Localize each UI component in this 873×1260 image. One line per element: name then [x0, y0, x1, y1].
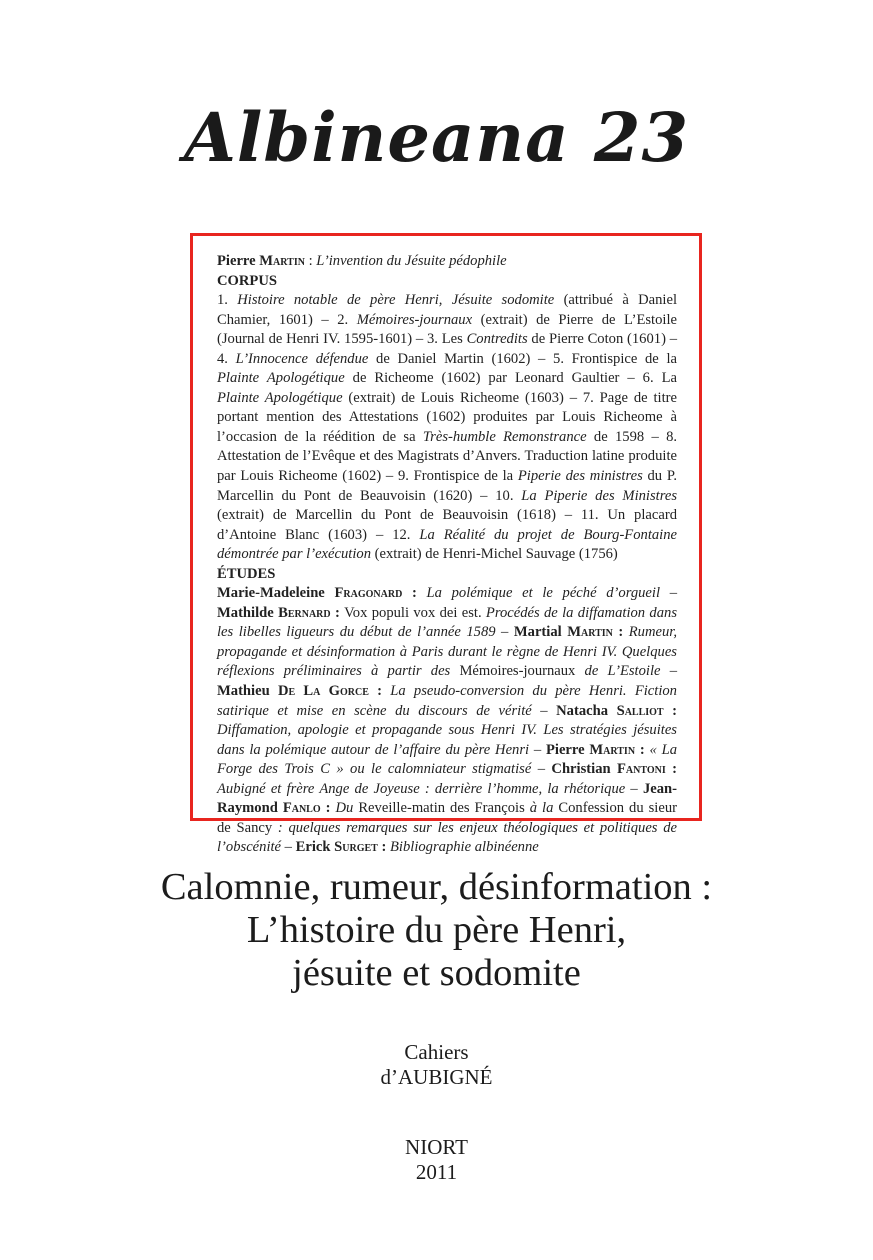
- corpus-item-title: Histoire notable de père Henri, Jésuite sodomite: [237, 292, 555, 309]
- table-of-contents-box: [190, 233, 702, 856]
- etude-title: Rumeur, propagande et désinformation à Paris durant le règne de Henri IV. Quelques réflexions préliminaires à partir des: [217, 624, 677, 680]
- corpus-item-text: 4.: [217, 350, 236, 367]
- corpus-item-text: de Pierre Coton (1601) –: [527, 331, 677, 348]
- etude-author: Christian Fantoni :: [551, 761, 677, 778]
- corpus-heading: CORPUS: [217, 272, 277, 289]
- etude-author: Mathilde Bernard :: [217, 604, 345, 621]
- etude-title: La pseudo-conversion du père Henri. Fiction satirique et mise en scène du discours de vérité: [217, 683, 677, 719]
- corpus-item-title: La Réalité du projet de Bourg-Fontaine démontrée par l’exécution: [217, 526, 677, 563]
- etude-title: Bibliographie albinéenne: [390, 839, 539, 856]
- corpus-item-text: (attribué à Daniel Chamier, 1601) –: [217, 292, 677, 328]
- etude-author-lastname: De La Gorce: [277, 683, 369, 700]
- corpus-item-title: Contredits: [466, 331, 528, 348]
- corpus-item-title: L’Innocence défendue: [235, 350, 369, 367]
- corpus-item-title: Plainte Apologétique: [217, 370, 345, 387]
- etude-author-lastname: Salliot: [616, 702, 664, 719]
- etude-title: Mémoires-journaux: [459, 663, 576, 680]
- separator: –: [660, 585, 677, 602]
- etude-title: Vox populi vox dei est.: [344, 604, 486, 621]
- corpus-item-text: (extrait) de Henri-Michel Sauvage (1756): [371, 546, 618, 563]
- imprint: [0, 1135, 873, 1185]
- etude-author: Mathieu De La Gorce :: [217, 683, 391, 700]
- publisher: [0, 1040, 873, 1090]
- subtitle-line: L’histoire du père Henri,: [246, 909, 627, 951]
- etude-title: à la: [524, 800, 559, 817]
- etude-title: Du: [335, 800, 359, 817]
- etude-item: [217, 585, 677, 601]
- etude-author-lastname: Fanlo: [282, 800, 321, 817]
- etude-title: de L’Estoile: [575, 663, 661, 680]
- corpus-list: [217, 291, 677, 565]
- etude-title: « La Forge des Trois C » ou le calomniateur stigmatisé: [217, 741, 678, 778]
- intro-title: L’invention du Jésuite pédophile: [316, 253, 507, 269]
- etude-title: La polémique et le péché d’orgueil: [426, 585, 661, 602]
- corpus-item-text: 10.: [495, 487, 522, 504]
- book-subtitle: [0, 866, 873, 995]
- etude-author: Pierre Martin :: [545, 741, 650, 758]
- corpus-item-text: 2.: [337, 311, 357, 328]
- etude-title: : quelques remarques sur les enjeux théologiques et politiques de l’obscénité: [217, 819, 677, 856]
- corpus-item-text: 9. Frontispice de la: [397, 468, 518, 485]
- corpus-item-text: 12.: [392, 526, 420, 543]
- etude-title: Aubigné et frère Ange de Joyeuse : derrière l’homme, la rhétorique: [217, 780, 626, 797]
- corpus-item-text: de Richeome (1602) par Leonard Gaultier –: [344, 370, 643, 387]
- separator: –: [531, 702, 557, 719]
- journal-title: Albineana 23: [183, 98, 690, 177]
- etude-author: Jean-Raymond Fanlo :: [217, 780, 677, 817]
- etude-author-lastname: Fantoni: [617, 761, 666, 778]
- corpus-item-title: Plainte Apologétique: [217, 389, 343, 406]
- corpus-item-title: Mémoires-journaux: [356, 311, 473, 328]
- separator: –: [281, 839, 296, 856]
- publisher-line: Cahiers: [404, 1040, 469, 1064]
- etude-author: Natacha Salliot :: [556, 702, 678, 719]
- corpus-item-text: de Daniel Martin (1602) –: [368, 350, 554, 367]
- etudes-heading: ÉTUDES: [217, 565, 276, 582]
- etudes-list: [217, 584, 677, 858]
- etude-title: Diffamation, apologie et propagande sous Henri IV. Les stratégies jésuites dans la polémique autour de l’affaire du père Henri: [217, 722, 677, 758]
- corpus-item-text: 1.: [217, 292, 238, 309]
- etude-author-lastname: Fragonard: [334, 585, 403, 602]
- etude-author-lastname: Surget: [334, 839, 378, 856]
- corpus-item-text: 7. Page de titre portant mention des Attestations (1602) produites par Louis Richeome à l’occasion de la réédition de sa: [217, 389, 677, 445]
- subtitle-line: Calomnie, rumeur, désinformation :: [160, 866, 713, 908]
- separator: –: [495, 624, 514, 641]
- corpus-item-text: (extrait) de Louis Richeome (1603) –: [342, 389, 583, 406]
- corpus-item-text: de 1598 –: [586, 428, 667, 445]
- etude-author-lastname: Martin: [589, 741, 636, 758]
- separator: –: [531, 761, 552, 778]
- corpus-item-text: 3. Les: [427, 331, 467, 348]
- etude-author: Marie-Madeleine Fragonard :: [217, 585, 427, 602]
- etude-item: [296, 839, 539, 855]
- corpus-item-text: 11. Un placard d’Antoine Blanc (1603) –: [217, 507, 677, 543]
- corpus-item-text: 8. Attestation de l’Evêque et des Magistrats d’Anvers. Traduction latine produite par Louis Richeome (1602) –: [217, 428, 678, 485]
- corpus-item-text: 5. Frontispice de la: [553, 350, 677, 367]
- publisher-line: d’AUBIGNÉ: [380, 1065, 493, 1089]
- corpus-item-text: (extrait) de Pierre de L’Estoile (Journal de Henri IV. 1595-1601) –: [217, 311, 677, 348]
- corpus-item-text: du P. Marcellin du Pont de Beauvoisin (1620) –: [217, 468, 677, 504]
- table-of-contents: [217, 252, 677, 858]
- etude-author: Erick Surget :: [295, 839, 390, 856]
- etude-title: Confession du sieur de Sancy: [217, 800, 677, 836]
- corpus-item-title: La Piperie des Ministres: [521, 487, 678, 504]
- corpus-item: [427, 331, 677, 347]
- separator: –: [529, 741, 546, 758]
- imprint-year: 2011: [415, 1160, 458, 1184]
- etude-title: Reveille-matin des François: [358, 800, 525, 817]
- etude-author: Martial Martin :: [513, 624, 629, 641]
- intro-entry: Pierre Martin : L’invention du Jésuite pédophile: [217, 253, 507, 269]
- etude-author-lastname: Bernard: [278, 604, 331, 621]
- corpus-item-title: Très-humble Remonstrance: [422, 428, 587, 445]
- etude-author-lastname: Martin: [567, 624, 613, 641]
- intro-author: Pierre Martin: [217, 253, 305, 269]
- corpus-item-text: (extrait) de Marcellin du Pont de Beauvoisin (1618) –: [217, 507, 581, 524]
- separator: –: [625, 780, 643, 797]
- corpus-item-text: 6. La: [642, 370, 677, 387]
- subtitle-line: jésuite et sodomite: [292, 952, 581, 994]
- corpus-item: [217, 351, 553, 367]
- imprint-city: NIORT: [405, 1135, 468, 1159]
- corpus-item-title: Piperie des ministres: [517, 468, 643, 485]
- etude-title: Procédés de la diffamation dans les libelles ligueurs du début de l’année 1589: [217, 604, 677, 641]
- separator: –: [660, 663, 677, 680]
